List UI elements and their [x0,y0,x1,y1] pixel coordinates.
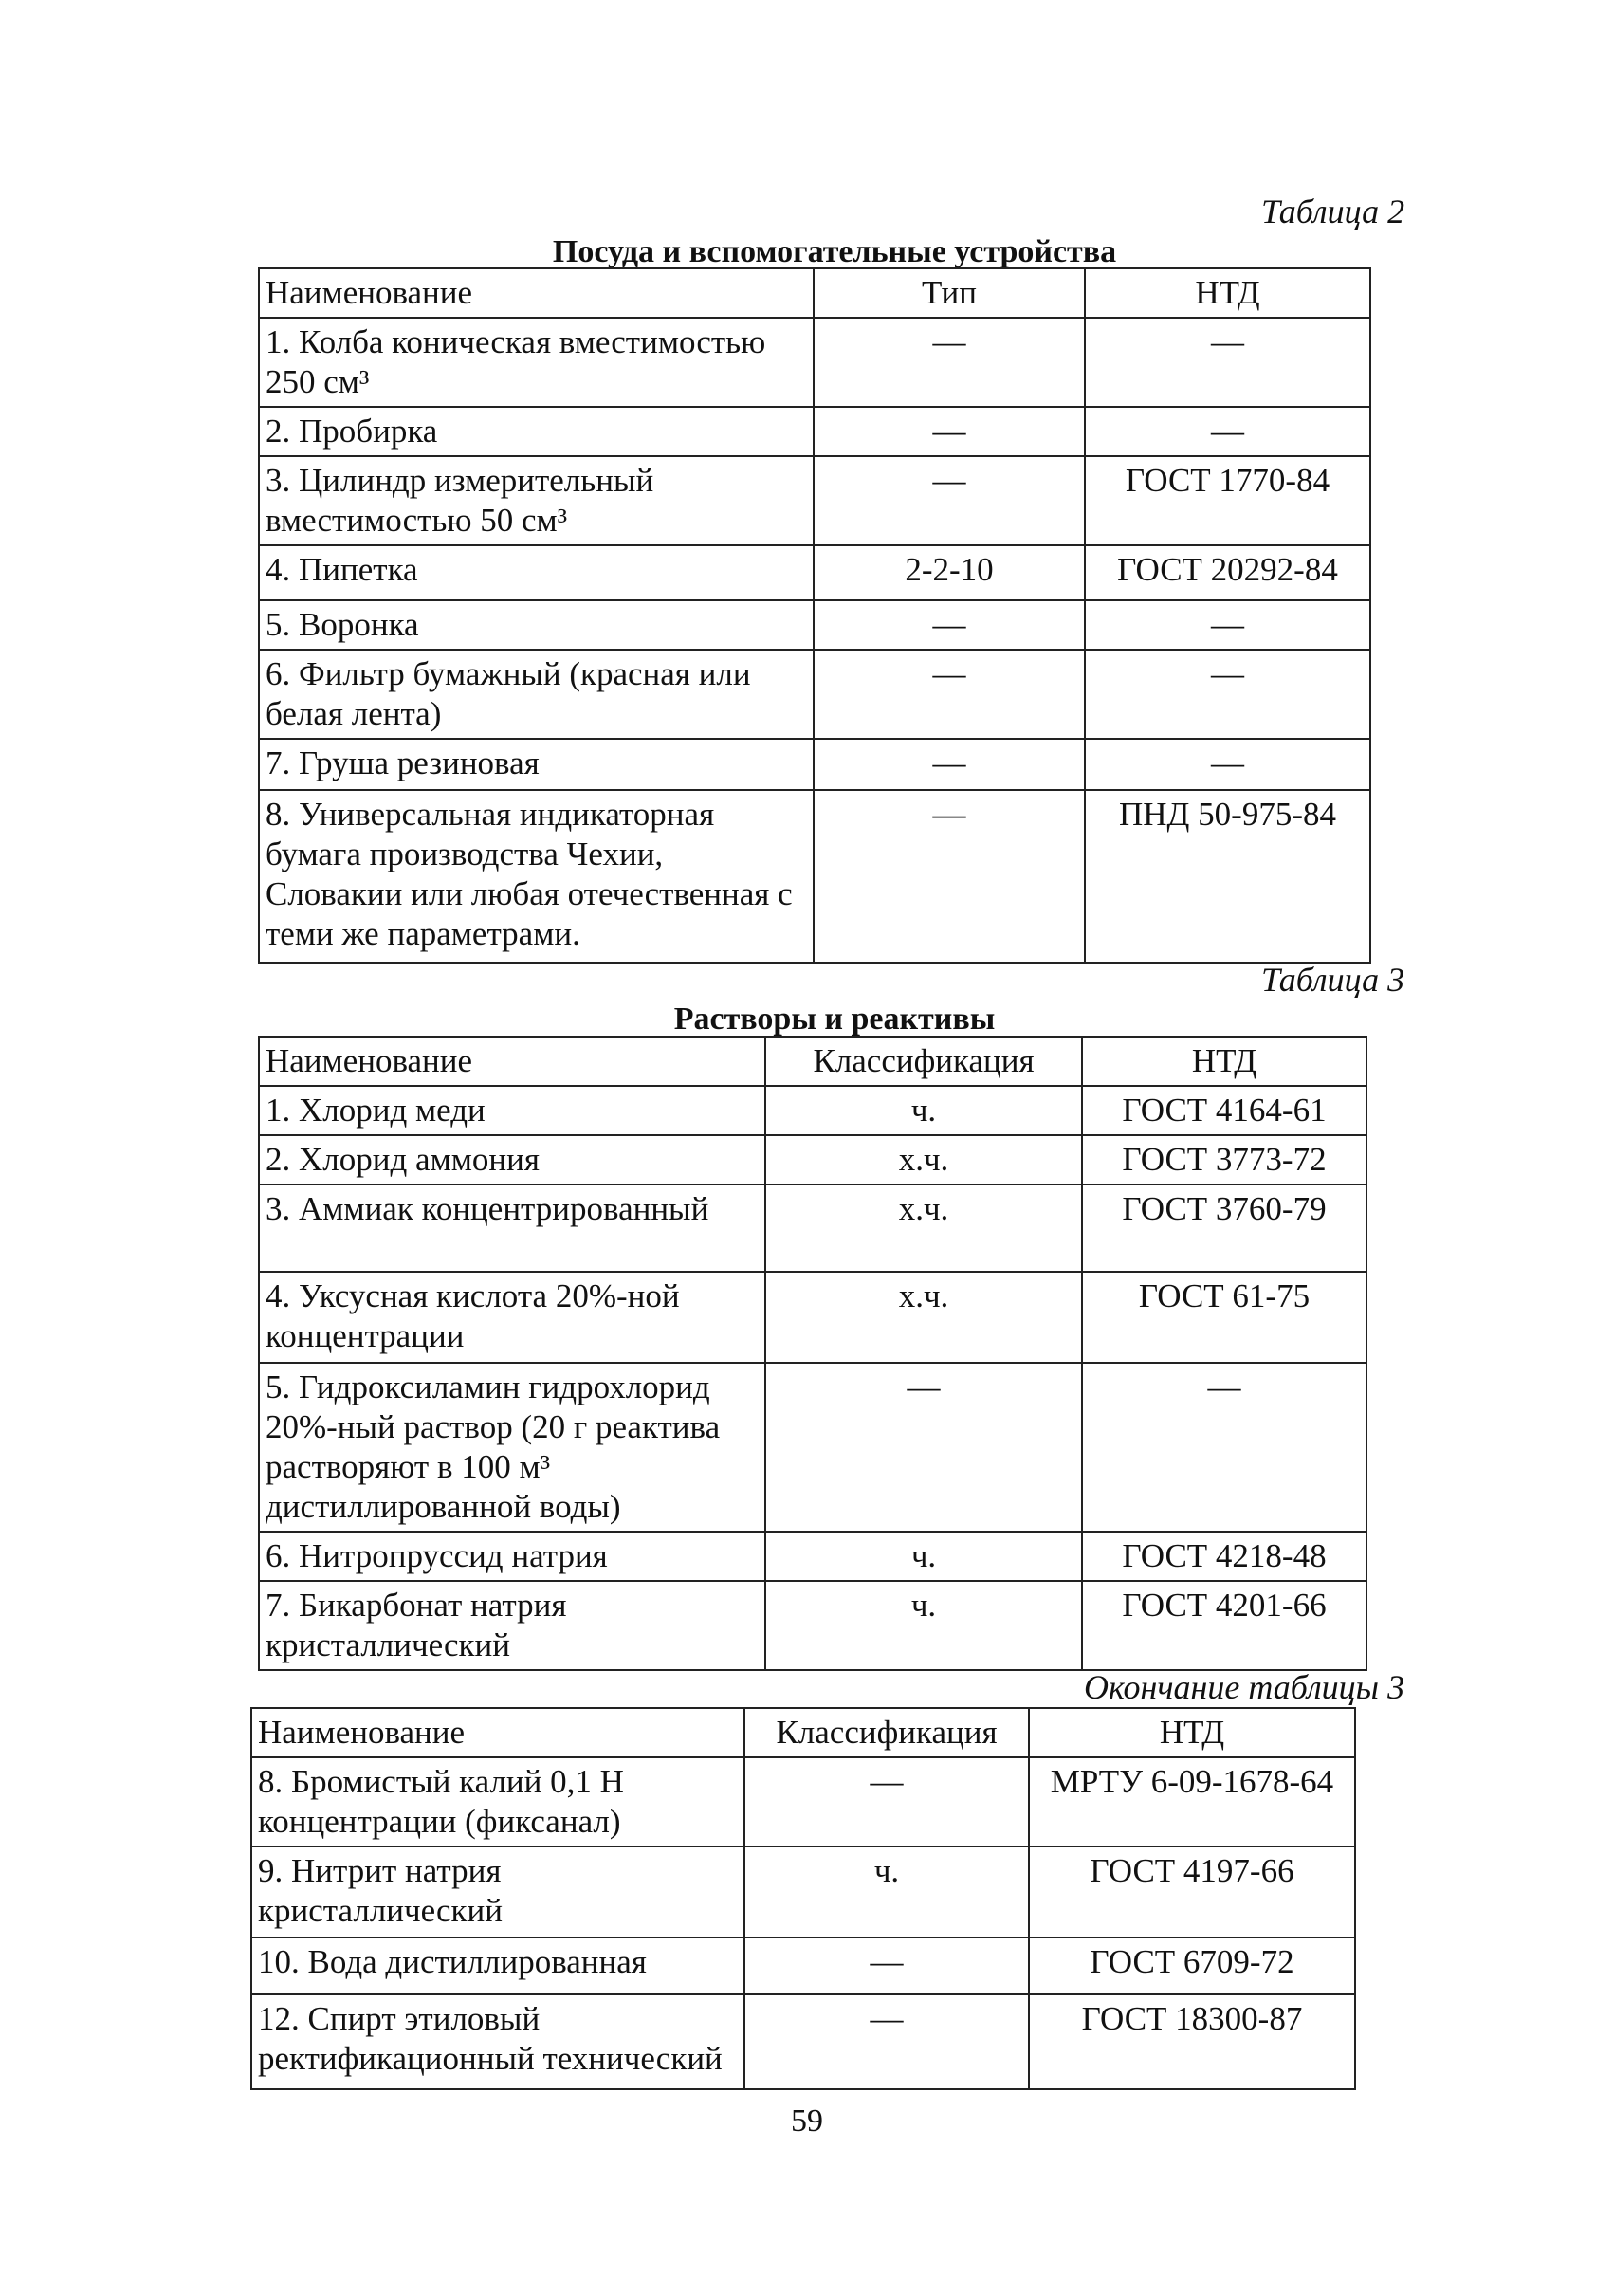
cell-name: 9. Нитрит натрия кристаллический [251,1846,744,1938]
table-row [259,456,1370,545]
table-row [259,545,1370,600]
table-row [259,318,1370,407]
cell-name: 5. Воронка [259,600,814,650]
cell-classification: х.ч. [765,1185,1082,1272]
cell-ntd: ГОСТ 61-75 [1082,1272,1366,1363]
cell-name: 6. Нитропруссид натрия [259,1532,765,1581]
table-3-end-header-row [251,1708,1355,1757]
cell-name: 1. Колба коническая вместимостью 250 см³ [259,318,814,407]
cell-name: 1. Хлорид меди [259,1086,765,1135]
cell-name: 3. Цилиндр измерительный вместимостью 50 см³ [259,456,814,545]
cell-ntd: ГОСТ 3760-79 [1082,1185,1366,1272]
table-row [259,790,1370,963]
table-3-header-row [259,1037,1366,1086]
table-row [259,1185,1366,1272]
cell-classification: — [765,1363,1082,1532]
cell-classification: — [744,1994,1029,2089]
cell-ntd: ГОСТ 4201-66 [1082,1581,1366,1670]
cell-classification: — [744,1757,1029,1846]
table-2 [258,267,1371,964]
cell-type: — [814,650,1085,739]
cell-type: — [814,318,1085,407]
table-2-title: Посуда и вспомогательные устройства [552,234,1117,269]
column-header-name: Наименование [259,1037,765,1086]
table-row [251,1994,1355,2089]
cell-name: 4. Уксусная кислота 20%-ной концентрации [259,1272,765,1363]
column-header-type: Тип [814,268,1085,318]
table-row [259,739,1370,790]
table-row [259,1363,1366,1532]
column-header-ntd: НТД [1085,268,1370,318]
cell-ntd: ГОСТ 3773-72 [1082,1135,1366,1185]
cell-classification: х.ч. [765,1272,1082,1363]
cell-ntd: ГОСТ 4218-48 [1082,1532,1366,1581]
cell-classification: ч. [744,1846,1029,1938]
cell-name: 4. Пипетка [259,545,814,600]
table-row [259,650,1370,739]
table-row [259,1272,1366,1363]
table-3 [258,1036,1367,1671]
cell-name: 6. Фильтр бумажный (красная или белая лента) [259,650,814,739]
table-3-title: Растворы и реактивы [673,1001,996,1037]
cell-ntd: — [1085,407,1370,456]
cell-ntd: — [1085,318,1370,407]
cell-ntd: — [1085,739,1370,790]
column-header-classification: Классификация [765,1037,1082,1086]
table-3-end-label: Окончание таблицы 3 [1084,1668,1405,1706]
cell-ntd: — [1085,650,1370,739]
table-row [259,1581,1366,1670]
cell-name: 10. Вода дистиллированная [251,1938,744,1994]
cell-name: 12. Спирт этиловый ректификационный технический [251,1994,744,2089]
cell-classification: ч. [765,1532,1082,1581]
column-header-ntd: НТД [1082,1037,1366,1086]
table-row [251,1846,1355,1938]
cell-type: 2-2-10 [814,545,1085,600]
cell-ntd: ГОСТ 6709-72 [1029,1938,1355,1994]
table-row [259,1086,1366,1135]
cell-classification: ч. [765,1581,1082,1670]
cell-classification: ч. [765,1086,1082,1135]
table-row [251,1757,1355,1846]
table-3-label: Таблица 3 [1261,961,1405,999]
table-row [251,1938,1355,1994]
cell-classification: — [744,1938,1029,1994]
cell-ntd: ГОСТ 18300-87 [1029,1994,1355,2089]
column-header-name: Наименование [251,1708,744,1757]
cell-ntd: ГОСТ 1770-84 [1085,456,1370,545]
cell-name: 7. Груша резиновая [259,739,814,790]
cell-ntd: ПНД 50-975-84 [1085,790,1370,963]
cell-ntd: ГОСТ 4164-61 [1082,1086,1366,1135]
table-2-label: Таблица 2 [1261,193,1405,230]
table-row [259,600,1370,650]
cell-type: — [814,790,1085,963]
page-number: 59 [791,2103,823,2139]
table-2-header-row [259,268,1370,318]
cell-name: 3. Аммиак концентрированный [259,1185,765,1272]
cell-type: — [814,407,1085,456]
cell-type: — [814,456,1085,545]
cell-ntd: ГОСТ 20292-84 [1085,545,1370,600]
table-row [259,407,1370,456]
cell-ntd: МРТУ 6-09-1678-64 [1029,1757,1355,1846]
cell-name: 8. Бромистый калий 0,1 Н концентрации (фиксанал) [251,1757,744,1846]
cell-name: 2. Пробирка [259,407,814,456]
cell-name: 8. Универсальная индикаторная бумага производства Чехии, Словакии или любая отечественная с теми же параметрами. [259,790,814,963]
cell-ntd: — [1085,600,1370,650]
cell-type: — [814,739,1085,790]
cell-name: 2. Хлорид аммония [259,1135,765,1185]
column-header-ntd: НТД [1029,1708,1355,1757]
table-row [259,1135,1366,1185]
table-row [259,1532,1366,1581]
cell-type: — [814,600,1085,650]
column-header-classification: Классификация [744,1708,1029,1757]
cell-name: 7. Бикарбонат натрия кристаллический [259,1581,765,1670]
cell-ntd: ГОСТ 4197-66 [1029,1846,1355,1938]
cell-classification: х.ч. [765,1135,1082,1185]
column-header-name: Наименование [259,268,814,318]
cell-ntd: — [1082,1363,1366,1532]
cell-name: 5. Гидроксиламин гидрохлорид 20%-ный раствор (20 г реактива растворяют в 100 м³ дистиллированной воды) [259,1363,765,1532]
table-3-end [250,1707,1356,2090]
